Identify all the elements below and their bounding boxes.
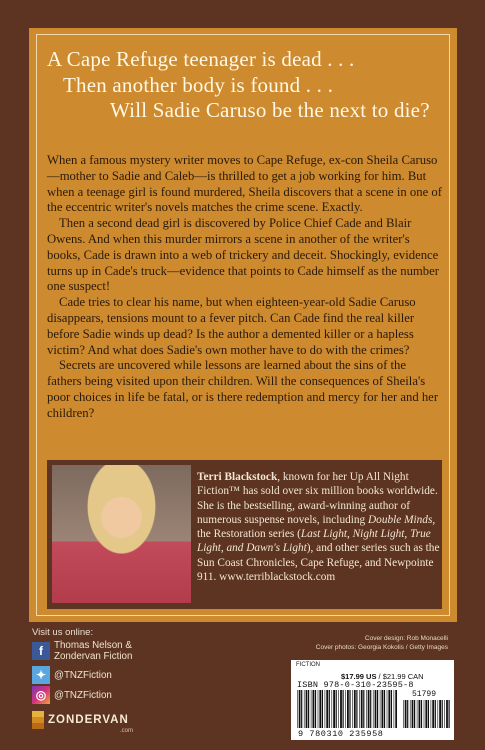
facebook-label: Thomas Nelson & Zondervan Fiction (54, 640, 133, 662)
restoration-titles: Last Light, Night Light, True Light, and Dawn's Light (197, 528, 431, 555)
twitter-icon: ✦ (32, 666, 50, 684)
barcode-bar (313, 690, 315, 728)
barcode-bar (299, 690, 301, 728)
twitter-label: @TNZFiction (54, 669, 112, 681)
barcode-bar (391, 690, 392, 728)
barcode-bar (439, 700, 441, 728)
barcode-bar (318, 690, 319, 728)
barcode-bar (363, 690, 364, 728)
synopsis (47, 153, 443, 422)
price-us: $17.99 US (341, 672, 377, 681)
barcode-bar (301, 690, 302, 728)
barcode-bar (395, 690, 397, 728)
barcode-bar (329, 690, 330, 728)
zondervan-logo (32, 711, 129, 729)
zondervan-suffix: .com (120, 728, 134, 734)
author-photo (52, 465, 191, 603)
zondervan-wordmark: ZONDERVAN (48, 714, 129, 726)
barcode-bar (359, 690, 360, 728)
zondervan-mark-icon (32, 711, 44, 729)
barcode-bar (417, 700, 418, 728)
barcode-bar (333, 690, 335, 728)
barcode-bar (388, 690, 390, 728)
barcode-bar (325, 690, 326, 728)
barcode-bar (449, 700, 450, 728)
barcode-bar (304, 690, 305, 728)
cover-credits (296, 634, 448, 652)
instagram-link[interactable] (32, 686, 112, 704)
barcode-bar (356, 690, 357, 728)
barcode-bar (425, 700, 427, 728)
synopsis-paragraph-2: Then a second dead girl is discovered by Police Chief Cade and Blair Owens. And when this murder mirrors a scene in another of the writer's books, Cade is drawn into a web of trickery and deceit. Shockingly, evidence turns up in Cade's truck—evidence that points to Cade himself as the number one suspect! (47, 216, 439, 294)
barcode-bar (382, 690, 384, 728)
credit-design: Cover design: Rob Monacelli (364, 635, 448, 642)
barcode-bar (368, 690, 370, 728)
barcode-bar (384, 690, 385, 728)
twitter-link[interactable] (32, 666, 112, 684)
barcode-addon-number: 51799 (412, 690, 437, 699)
barcode-bar (349, 690, 350, 728)
barcode-bar (347, 690, 349, 728)
barcode-bar (428, 700, 429, 728)
barcode-bar (407, 700, 408, 728)
barcode-bar (343, 690, 344, 728)
barcode-bar (403, 700, 404, 728)
barcode-bar (414, 700, 415, 728)
barcode-bar (354, 690, 356, 728)
barcode-bar (311, 690, 312, 728)
category-label: FICTION (296, 662, 320, 668)
barcode-bar (319, 690, 321, 728)
barcode-bar (410, 700, 411, 728)
barcode-bar (412, 700, 414, 728)
author-name: Terri Blackstock (197, 471, 278, 483)
instagram-label: @TNZFiction (54, 689, 112, 701)
barcode-bar (424, 700, 425, 728)
barcode-bar (326, 690, 328, 728)
author-bio (197, 470, 440, 584)
barcode-bar (373, 690, 374, 728)
barcode-bar (366, 690, 367, 728)
author-bio-b: , the Restoration series ( (197, 513, 436, 541)
barcode-bar (338, 690, 339, 728)
barcode-bar (306, 690, 308, 728)
tagline-line-1: A Cape Refuge teenager is dead . . . (47, 47, 355, 71)
synopsis-paragraph-4: Secrets are uncovered while lessons are learned about the sins of the fathers being visited upon their children. Will the consequences of Sheila's poor choices in life be fatal, or is there redemption and mercy for her and her children? (47, 358, 439, 420)
author-bio-a: , known for her Up All Night Fiction™ has sold over six million books worldwide. She is the bestselling, award-winning author of numerous suspense novels, including (197, 471, 438, 526)
barcode-bar (345, 690, 346, 728)
tagline-line-3: Will Sadie Caruso be the next to die? (110, 98, 430, 122)
barcode-main (297, 690, 397, 728)
synopsis-paragraph-3: Cade tries to clear his name, but when eighteen-year-old Sadie Caruso disappears, tensions mount to a fever pitch. Can Cade find the real killer before Sadie winds up dead? Is the author a demented killer or a hapless victim? And what does Sadie's own mother have to do with the crimes? (47, 295, 416, 357)
barcode-bar (375, 690, 377, 728)
price-ca: / $21.99 CAN (378, 672, 424, 681)
barcode-bar (315, 690, 316, 728)
barcode-bar (297, 690, 298, 728)
barcode-bar (419, 700, 421, 728)
barcode-bar (421, 700, 422, 728)
barcode-bar (387, 690, 388, 728)
isbn-label: ISBN 978-0-310-23595-8 (297, 680, 414, 690)
barcode-bar (438, 700, 439, 728)
barcode-addon (403, 700, 451, 728)
barcode-bar (444, 700, 445, 728)
tagline-line-2: Then another body is found . . . (63, 73, 334, 97)
barcode-bar (336, 690, 337, 728)
author-bio-c: ), and other series such as the Sun Coast Chronicles, Cape Refuge, and Newpointe 911. www.terriblackstock.com (197, 542, 440, 584)
credit-photos: Cover photos: Georgia Kokolis / Getty Images (315, 644, 448, 651)
barcode-bar (435, 700, 436, 728)
barcode-bar (431, 700, 432, 728)
barcode-bar (405, 700, 407, 728)
barcode-bar (377, 690, 378, 728)
barcode-bar (370, 690, 371, 728)
barcode-bar (332, 690, 333, 728)
barcode-bar (442, 700, 443, 728)
barcode-bar (432, 700, 434, 728)
barcode-number: 9 780310 235958 (298, 729, 384, 739)
instagram-icon: ◎ (32, 686, 50, 704)
synopsis-paragraph-1: When a famous mystery writer moves to Cape Refuge, ex-con Sheila Caruso—mother to Sadie and Caleb—is thrilled to get a job working for him. But when a teenage girl is found murdered, Sheila discovers that a scene in one of the eccentric writer's novels matches the crime scene. Exactly. (47, 153, 442, 215)
barcode-bar (308, 690, 309, 728)
barcode-bar (380, 690, 381, 728)
barcode-bar (361, 690, 363, 728)
book-title-double-minds: Double Minds (368, 513, 433, 526)
facebook-icon: f (32, 642, 50, 660)
barcode-bar (446, 700, 448, 728)
barcode-bar (394, 690, 395, 728)
barcode-bar (340, 690, 342, 728)
visit-label: Visit us online: (32, 627, 94, 638)
barcode-bar (322, 690, 323, 728)
barcode-bar (352, 690, 353, 728)
facebook-link[interactable] (32, 640, 164, 662)
